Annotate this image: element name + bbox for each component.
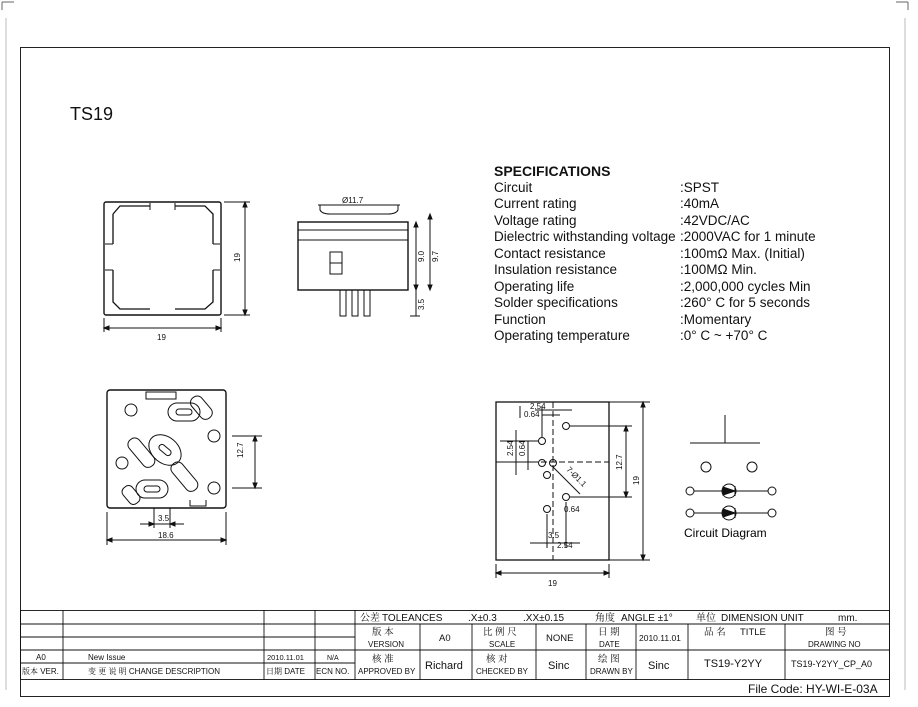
rev-header-ver: 版本 VER.	[22, 667, 59, 676]
dim-bottom-w: 18.6	[158, 531, 174, 540]
dim-top-width: 19	[157, 333, 166, 342]
dim-bottom-pin: 3.5	[158, 514, 170, 523]
circuit-caption: Circuit Diagram	[684, 526, 767, 540]
dim-pcb-254-left: 2.54	[506, 440, 515, 456]
spec-label: Insulation resistance	[494, 262, 618, 277]
dim-pcb-35: 3.5	[548, 531, 560, 540]
tb-checked-cn: 核 对	[486, 654, 508, 665]
tb-name-cn: 品 名	[704, 627, 726, 638]
spec-value: :100MΩ Min.	[680, 262, 757, 277]
spec-value: :40mA	[680, 196, 720, 211]
dim-pcb-19v: 19	[632, 476, 641, 485]
spec-label: Solder specifications	[494, 295, 618, 310]
dim-pcb-19h: 19	[548, 579, 557, 588]
tb-tolerances: TOLEANCES	[382, 613, 443, 624]
dim-pcb-127: 12.7	[615, 454, 624, 470]
tb-scale: SCALE	[489, 640, 516, 649]
tb-approved-val: Richard	[425, 660, 463, 672]
tb-scale-val: NONE	[546, 633, 574, 644]
rev-ecn: N/A	[327, 655, 339, 662]
spec-label: Circuit	[494, 179, 533, 195]
spec-value: :0° C ~ +70° C	[680, 328, 768, 343]
tb-title-val: TS19-Y2YY	[704, 658, 763, 670]
tb-scale-cn: 比 例 尺	[483, 627, 517, 638]
rev-header-ecn: ECN NO.	[316, 667, 350, 676]
tb-tol-x: .X±0.3	[468, 613, 497, 624]
dim-pcb-064-left: 0.64	[518, 440, 527, 456]
file-code: File Code: HY-WI-E-03A	[748, 682, 878, 696]
dim-side-pin: 3.5	[417, 298, 426, 310]
dim-pcb-hole: 7-Ø1.1	[564, 465, 589, 489]
dim-pcb-254-top: 2.54	[530, 402, 546, 411]
tb-checked-val: Sinc	[548, 660, 570, 672]
spec-label: Contact resistance	[494, 245, 606, 261]
spec-value: :100mΩ Max. (Initial)	[680, 245, 805, 261]
dim-pcb-064-top: 0.64	[524, 410, 540, 419]
dim-side-h1: 9.0	[417, 250, 426, 262]
title-block	[20, 610, 890, 680]
spec-value: :Momentary	[680, 311, 752, 327]
part-title: TS19	[70, 104, 114, 124]
tb-drawn-cn: 绘 图	[598, 654, 620, 665]
spec-value: :260° C for 5 seconds	[680, 295, 810, 310]
spec-label: Voltage rating	[494, 212, 577, 228]
spec-value: :42VDC/AC	[680, 212, 750, 228]
tb-approved: APPROVED BY	[358, 667, 416, 676]
tb-drawn: DRAWN BY	[590, 667, 633, 676]
tb-version: VERSION	[368, 640, 405, 649]
rev-version: A0	[36, 653, 46, 662]
circuit-symbol	[686, 415, 776, 520]
spec-value: :2000VAC for 1 minute	[680, 229, 816, 244]
rev-header-desc: 变 更 说 明 CHANGE DESCRIPTION	[88, 667, 221, 676]
dim-pcb-064-bot: 0.64	[564, 505, 580, 514]
tb-drawno: DRAWING NO	[808, 640, 861, 649]
specifications-heading: SPECIFICATIONS	[494, 163, 611, 179]
dim-pcb-254-bot: 2.54	[557, 541, 573, 550]
tb-unit: DIMENSION UNIT	[721, 613, 804, 624]
dim-top-height: 19	[233, 253, 242, 262]
spec-label: Function	[494, 311, 546, 327]
tb-unit-val: mm.	[838, 613, 858, 624]
tb-drawno-val: TS19-Y2YY_CP_A0	[791, 659, 873, 669]
spec-label: Operating life	[494, 278, 575, 294]
bottom-view	[107, 390, 262, 545]
spec-label: Current rating	[494, 196, 577, 211]
side-view	[298, 205, 432, 316]
rev-header-date: 日期 DATE	[266, 667, 305, 676]
tb-date-cn: 日 期	[598, 627, 620, 638]
tb-angle: ANGLE ±1°	[621, 613, 673, 624]
dim-bottom-h: 12.7	[236, 442, 245, 458]
spec-value: :SPST	[680, 179, 720, 195]
rev-date: 2010.11.01	[267, 653, 304, 662]
spec-label: Dielectric withstanding voltage	[494, 229, 676, 244]
spec-label: Operating temperature	[494, 328, 630, 343]
dim-side-diameter: Ø11.7	[342, 196, 364, 205]
dim-side-h2: 9.7	[431, 250, 440, 262]
tb-tolerances-cn: 公差	[360, 613, 380, 624]
tb-angle-cn: 角度	[595, 613, 615, 624]
tb-name: TITLE	[740, 627, 766, 638]
top-view	[104, 202, 250, 332]
rev-desc: New Issue	[88, 653, 126, 662]
tb-tol-xx: .XX±0.15	[523, 613, 565, 624]
spec-value: :2,000,000 cycles Min	[680, 278, 811, 294]
tb-date-val: 2010.11.01	[639, 633, 681, 643]
tb-checked: CHECKED BY	[476, 667, 529, 676]
pcb-layout	[496, 402, 650, 578]
tb-drawno-cn: 图 号	[825, 627, 847, 638]
tb-version-val: A0	[439, 633, 451, 644]
tb-drawn-val: Sinc	[648, 660, 670, 672]
tb-unit-cn: 单位	[696, 613, 716, 624]
tb-date: DATE	[599, 640, 620, 649]
tb-approved-cn: 核 准	[372, 654, 394, 665]
tb-version-cn: 版 本	[372, 627, 394, 638]
